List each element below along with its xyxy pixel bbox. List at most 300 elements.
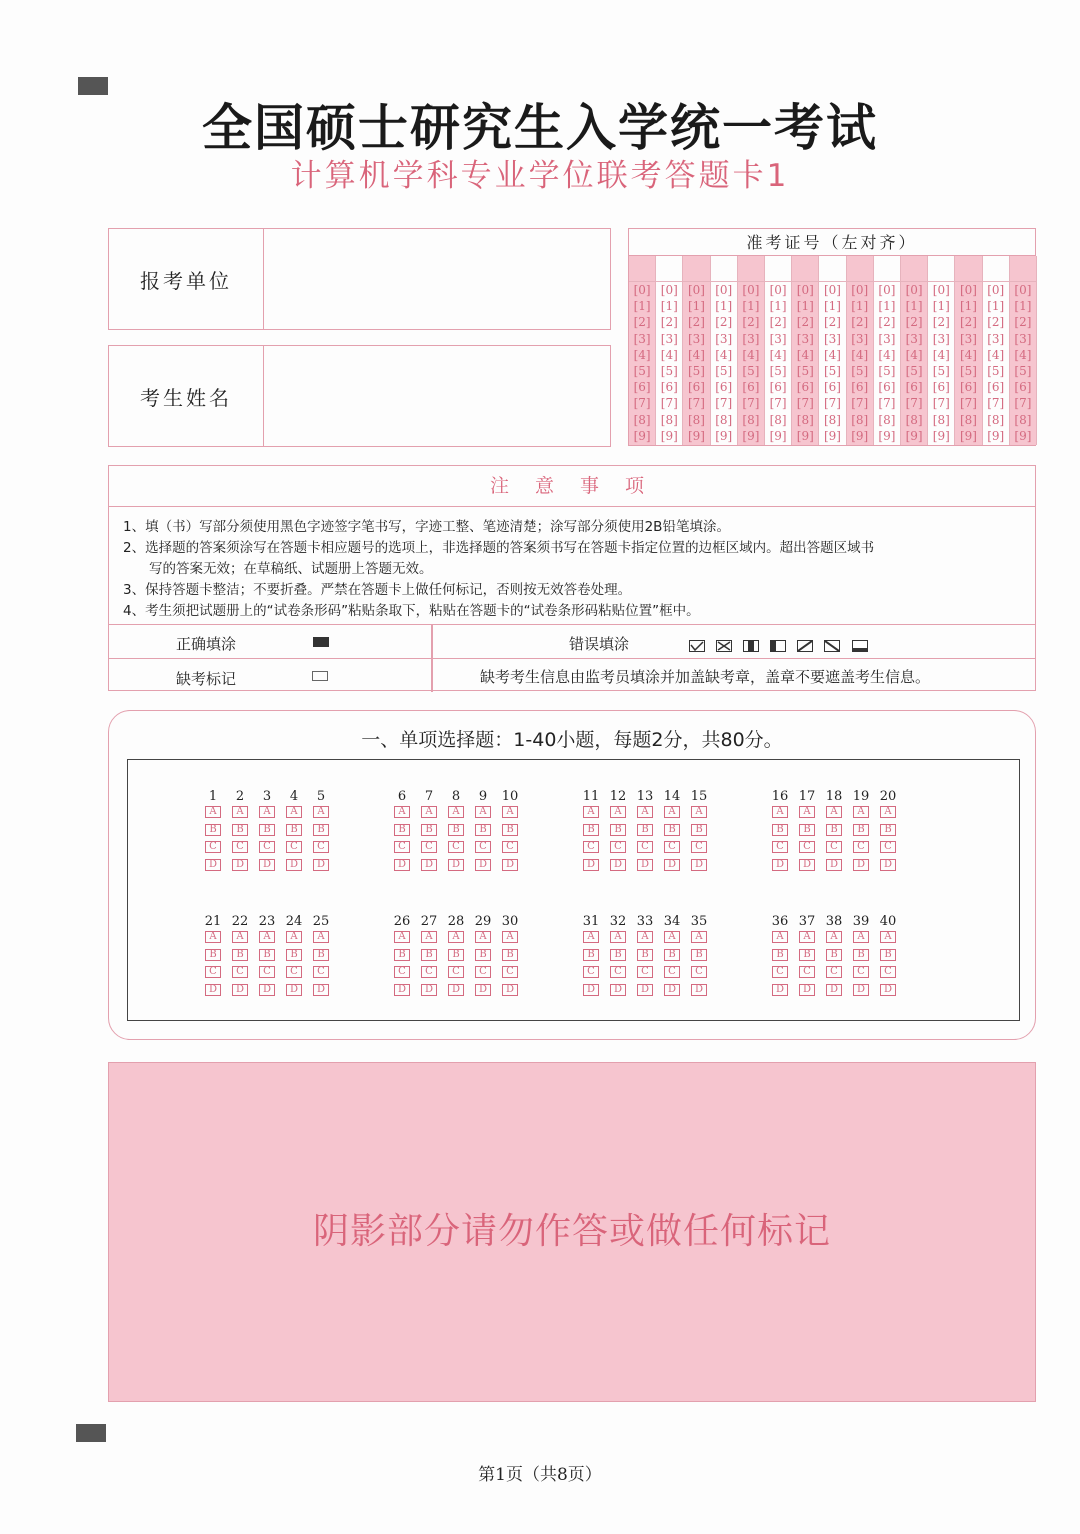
option-bubble-c[interactable]: C <box>421 841 437 853</box>
admission-digit-bubble[interactable]: [5] <box>932 363 950 378</box>
option-bubble-c[interactable]: C <box>826 966 842 978</box>
admission-digit-bubble[interactable]: [2] <box>823 315 841 330</box>
option-bubble-d[interactable]: D <box>799 859 815 871</box>
admission-digit-bubble[interactable]: [8] <box>823 412 841 427</box>
option-bubble-b[interactable]: B <box>853 824 869 836</box>
option-bubble-d[interactable]: D <box>286 859 302 871</box>
admission-digit-bubble[interactable]: [2] <box>687 315 705 330</box>
option-bubble-d[interactable]: D <box>637 984 653 996</box>
option-bubble-c[interactable]: C <box>880 966 896 978</box>
admission-digit-bubble[interactable]: [1] <box>878 299 896 314</box>
option-bubble-a[interactable]: A <box>610 931 626 943</box>
admission-digit-bubble[interactable]: [9] <box>715 428 733 443</box>
admission-digit-bubble[interactable]: [6] <box>823 380 841 395</box>
unit-field[interactable] <box>108 228 611 330</box>
admission-write-cell[interactable] <box>629 256 655 282</box>
admission-digit-bubble[interactable]: [7] <box>959 396 977 411</box>
option-bubble-d[interactable]: D <box>232 984 248 996</box>
option-bubble-b[interactable]: B <box>475 949 491 961</box>
option-bubble-a[interactable]: A <box>205 806 221 818</box>
option-bubble-d[interactable]: D <box>772 984 788 996</box>
admission-digit-bubble[interactable]: [8] <box>769 412 787 427</box>
admission-digit-bubble[interactable]: [5] <box>823 363 841 378</box>
admission-digit-bubble[interactable]: [3] <box>742 331 760 346</box>
admission-write-cell[interactable] <box>738 256 764 282</box>
admission-digit-bubble[interactable]: [9] <box>687 428 705 443</box>
admission-digit-bubble[interactable]: [6] <box>660 380 678 395</box>
option-bubble-b[interactable]: B <box>664 824 680 836</box>
admission-write-cell[interactable] <box>928 256 954 282</box>
admission-digit-bubble[interactable]: [4] <box>932 347 950 362</box>
option-bubble-a[interactable]: A <box>664 806 680 818</box>
admission-digit-bubble[interactable]: [0] <box>823 283 841 297</box>
option-bubble-c[interactable]: C <box>637 841 653 853</box>
option-bubble-b[interactable]: B <box>880 949 896 961</box>
option-bubble-c[interactable]: C <box>853 841 869 853</box>
option-bubble-d[interactable]: D <box>421 984 437 996</box>
option-bubble-d[interactable]: D <box>772 859 788 871</box>
option-bubble-d[interactable]: D <box>637 859 653 871</box>
admission-digit-bubble[interactable]: [4] <box>769 347 787 362</box>
option-bubble-c[interactable]: C <box>286 966 302 978</box>
admission-digit-bubble[interactable]: [7] <box>715 396 733 411</box>
option-bubble-d[interactable]: D <box>475 859 491 871</box>
option-bubble-c[interactable]: C <box>664 841 680 853</box>
option-bubble-a[interactable]: A <box>637 931 653 943</box>
option-bubble-a[interactable]: A <box>799 931 815 943</box>
admission-digit-bubble[interactable]: [1] <box>851 299 869 314</box>
admission-write-cell[interactable] <box>711 256 737 282</box>
option-bubble-b[interactable]: B <box>637 949 653 961</box>
admission-digit-bubble[interactable]: [9] <box>823 428 841 443</box>
admission-digit-bubble[interactable]: [0] <box>878 283 896 297</box>
admission-write-cell[interactable] <box>792 256 818 282</box>
admission-digit-bubble[interactable]: [3] <box>905 331 923 346</box>
option-bubble-d[interactable]: D <box>880 984 896 996</box>
option-bubble-c[interactable]: C <box>502 841 518 853</box>
admission-digit-bubble[interactable]: [5] <box>742 363 760 378</box>
admission-digit-bubble[interactable]: [9] <box>987 428 1005 443</box>
option-bubble-d[interactable]: D <box>205 984 221 996</box>
admission-digit-bubble[interactable]: [6] <box>769 380 787 395</box>
option-bubble-a[interactable]: A <box>313 931 329 943</box>
admission-digit-bubble[interactable]: [0] <box>796 283 814 297</box>
admission-digit-bubble[interactable]: [4] <box>796 347 814 362</box>
admission-digit-bubble[interactable]: [3] <box>1014 331 1032 346</box>
option-bubble-d[interactable]: D <box>583 984 599 996</box>
admission-digit-bubble[interactable]: [7] <box>987 396 1005 411</box>
admission-digit-bubble[interactable]: [4] <box>823 347 841 362</box>
admission-digit-bubble[interactable]: [1] <box>633 299 651 314</box>
admission-digit-bubble[interactable]: [5] <box>905 363 923 378</box>
option-bubble-c[interactable]: C <box>610 966 626 978</box>
option-bubble-b[interactable]: B <box>799 949 815 961</box>
option-bubble-c[interactable]: C <box>259 841 275 853</box>
option-bubble-d[interactable]: D <box>502 984 518 996</box>
option-bubble-c[interactable]: C <box>394 966 410 978</box>
option-bubble-b[interactable]: B <box>502 949 518 961</box>
option-bubble-d[interactable]: D <box>691 859 707 871</box>
option-bubble-b[interactable]: B <box>502 824 518 836</box>
option-bubble-d[interactable]: D <box>664 984 680 996</box>
option-bubble-b[interactable]: B <box>799 824 815 836</box>
admission-digit-bubble[interactable]: [9] <box>796 428 814 443</box>
admission-digit-bubble[interactable]: [1] <box>769 299 787 314</box>
admission-digit-bubble[interactable]: [9] <box>633 428 651 443</box>
option-bubble-b[interactable]: B <box>583 824 599 836</box>
option-bubble-c[interactable]: C <box>583 841 599 853</box>
admission-digit-bubble[interactable]: [0] <box>851 283 869 297</box>
admission-digit-bubble[interactable]: [1] <box>1014 299 1032 314</box>
option-bubble-a[interactable]: A <box>799 806 815 818</box>
option-bubble-c[interactable]: C <box>421 966 437 978</box>
option-bubble-d[interactable]: D <box>475 984 491 996</box>
option-bubble-a[interactable]: A <box>502 931 518 943</box>
admission-digit-bubble[interactable]: [9] <box>1014 428 1032 443</box>
admission-digit-bubble[interactable]: [8] <box>851 412 869 427</box>
option-bubble-c[interactable]: C <box>205 841 221 853</box>
option-bubble-a[interactable]: A <box>826 806 842 818</box>
option-bubble-a[interactable]: A <box>664 931 680 943</box>
admission-digit-bubble[interactable]: [6] <box>1014 380 1032 395</box>
admission-digit-bubble[interactable]: [7] <box>687 396 705 411</box>
admission-digit-bubble[interactable]: [8] <box>959 412 977 427</box>
option-bubble-c[interactable]: C <box>502 966 518 978</box>
admission-digit-bubble[interactable]: [7] <box>878 396 896 411</box>
option-bubble-a[interactable]: A <box>475 806 491 818</box>
admission-digit-bubble[interactable]: [2] <box>851 315 869 330</box>
admission-digit-bubble[interactable]: [8] <box>905 412 923 427</box>
option-bubble-d[interactable]: D <box>691 984 707 996</box>
option-bubble-d[interactable]: D <box>259 984 275 996</box>
option-bubble-c[interactable]: C <box>475 841 491 853</box>
admission-write-cell[interactable] <box>901 256 927 282</box>
option-bubble-a[interactable]: A <box>880 931 896 943</box>
admission-digit-bubble[interactable]: [9] <box>932 428 950 443</box>
admission-digit-bubble[interactable]: [2] <box>742 315 760 330</box>
admission-digit-bubble[interactable]: [7] <box>742 396 760 411</box>
option-bubble-b[interactable]: B <box>583 949 599 961</box>
admission-digit-bubble[interactable]: [9] <box>905 428 923 443</box>
option-bubble-b[interactable]: B <box>259 949 275 961</box>
admission-digit-bubble[interactable]: [8] <box>742 412 760 427</box>
option-bubble-c[interactable]: C <box>691 966 707 978</box>
option-bubble-d[interactable]: D <box>205 859 221 871</box>
admission-digit-bubble[interactable]: [6] <box>905 380 923 395</box>
admission-digit-bubble[interactable]: [4] <box>687 347 705 362</box>
option-bubble-a[interactable]: A <box>772 931 788 943</box>
admission-digit-bubble[interactable]: [0] <box>1014 283 1032 297</box>
option-bubble-d[interactable]: D <box>394 859 410 871</box>
option-bubble-b[interactable]: B <box>826 949 842 961</box>
admission-digit-bubble[interactable]: [4] <box>1014 347 1032 362</box>
option-bubble-a[interactable]: A <box>691 806 707 818</box>
option-bubble-a[interactable]: A <box>448 806 464 818</box>
admission-digit-bubble[interactable]: [8] <box>633 412 651 427</box>
admission-digit-bubble[interactable]: [9] <box>878 428 896 443</box>
admission-digit-bubble[interactable]: [1] <box>823 299 841 314</box>
option-bubble-c[interactable]: C <box>448 966 464 978</box>
admission-digit-bubble[interactable]: [2] <box>796 315 814 330</box>
option-bubble-c[interactable]: C <box>664 966 680 978</box>
option-bubble-c[interactable]: C <box>448 841 464 853</box>
option-bubble-c[interactable]: C <box>691 841 707 853</box>
option-bubble-c[interactable]: C <box>880 841 896 853</box>
admission-digit-bubble[interactable]: [0] <box>959 283 977 297</box>
admission-digit-bubble[interactable]: [9] <box>959 428 977 443</box>
option-bubble-a[interactable]: A <box>421 931 437 943</box>
admission-digit-bubble[interactable]: [8] <box>660 412 678 427</box>
option-bubble-c[interactable]: C <box>394 841 410 853</box>
admission-digit-bubble[interactable]: [1] <box>687 299 705 314</box>
option-bubble-a[interactable]: A <box>394 931 410 943</box>
option-bubble-d[interactable]: D <box>610 859 626 871</box>
option-bubble-c[interactable]: C <box>259 966 275 978</box>
option-bubble-a[interactable]: A <box>259 931 275 943</box>
admission-write-cell[interactable] <box>683 256 709 282</box>
admission-digit-bubble[interactable]: [3] <box>687 331 705 346</box>
admission-digit-bubble[interactable]: [3] <box>959 331 977 346</box>
name-field[interactable] <box>108 345 611 447</box>
admission-digit-bubble[interactable]: [0] <box>742 283 760 297</box>
option-bubble-a[interactable]: A <box>205 931 221 943</box>
admission-digit-bubble[interactable]: [2] <box>769 315 787 330</box>
option-bubble-b[interactable]: B <box>610 949 626 961</box>
option-bubble-a[interactable]: A <box>502 806 518 818</box>
admission-digit-bubble[interactable]: [3] <box>878 331 896 346</box>
admission-digit-bubble[interactable]: [2] <box>715 315 733 330</box>
admission-digit-bubble[interactable]: [1] <box>959 299 977 314</box>
option-bubble-c[interactable]: C <box>313 966 329 978</box>
admission-digit-bubble[interactable]: [7] <box>633 396 651 411</box>
admission-digit-bubble[interactable]: [2] <box>959 315 977 330</box>
admission-digit-bubble[interactable]: [3] <box>987 331 1005 346</box>
option-bubble-a[interactable]: A <box>475 931 491 943</box>
admission-digit-bubble[interactable]: [4] <box>878 347 896 362</box>
admission-digit-bubble[interactable]: [6] <box>796 380 814 395</box>
admission-digit-bubble[interactable]: [5] <box>633 363 651 378</box>
option-bubble-c[interactable]: C <box>205 966 221 978</box>
admission-digit-bubble[interactable]: [7] <box>932 396 950 411</box>
admission-digit-bubble[interactable]: [7] <box>905 396 923 411</box>
option-bubble-b[interactable]: B <box>853 949 869 961</box>
admission-digit-bubble[interactable]: [2] <box>932 315 950 330</box>
option-bubble-c[interactable]: C <box>583 966 599 978</box>
admission-digit-bubble[interactable]: [8] <box>687 412 705 427</box>
option-bubble-d[interactable]: D <box>826 984 842 996</box>
admission-digit-bubble[interactable]: [4] <box>959 347 977 362</box>
option-bubble-d[interactable]: D <box>853 984 869 996</box>
admission-digit-bubble[interactable]: [7] <box>1014 396 1032 411</box>
admission-digit-bubble[interactable]: [5] <box>660 363 678 378</box>
option-bubble-b[interactable]: B <box>313 949 329 961</box>
option-bubble-b[interactable]: B <box>637 824 653 836</box>
admission-digit-bubble[interactable]: [0] <box>905 283 923 297</box>
option-bubble-d[interactable]: D <box>502 859 518 871</box>
option-bubble-b[interactable]: B <box>421 949 437 961</box>
option-bubble-d[interactable]: D <box>313 984 329 996</box>
admission-digit-bubble[interactable]: [1] <box>742 299 760 314</box>
option-bubble-b[interactable]: B <box>448 949 464 961</box>
admission-digit-bubble[interactable]: [2] <box>905 315 923 330</box>
option-bubble-d[interactable]: D <box>394 984 410 996</box>
admission-digit-bubble[interactable]: [3] <box>633 331 651 346</box>
option-bubble-b[interactable]: B <box>421 824 437 836</box>
admission-digit-bubble[interactable]: [5] <box>851 363 869 378</box>
admission-digit-bubble[interactable]: [7] <box>851 396 869 411</box>
option-bubble-c[interactable]: C <box>475 966 491 978</box>
admission-digit-bubble[interactable]: [1] <box>715 299 733 314</box>
admission-write-cell[interactable] <box>983 256 1009 282</box>
admission-digit-bubble[interactable]: [0] <box>687 283 705 297</box>
option-bubble-a[interactable]: A <box>232 931 248 943</box>
admission-digit-bubble[interactable]: [6] <box>932 380 950 395</box>
admission-write-cell[interactable] <box>1010 256 1036 282</box>
admission-digit-bubble[interactable]: [1] <box>987 299 1005 314</box>
admission-digit-bubble[interactable]: [6] <box>715 380 733 395</box>
option-bubble-b[interactable]: B <box>259 824 275 836</box>
admission-digit-bubble[interactable]: [8] <box>987 412 1005 427</box>
option-bubble-a[interactable]: A <box>286 931 302 943</box>
option-bubble-d[interactable]: D <box>880 859 896 871</box>
option-bubble-d[interactable]: D <box>826 859 842 871</box>
admission-digit-bubble[interactable]: [9] <box>742 428 760 443</box>
option-bubble-b[interactable]: B <box>394 949 410 961</box>
option-bubble-b[interactable]: B <box>475 824 491 836</box>
option-bubble-d[interactable]: D <box>232 859 248 871</box>
option-bubble-a[interactable]: A <box>826 931 842 943</box>
admission-digit-bubble[interactable]: [6] <box>633 380 651 395</box>
option-bubble-b[interactable]: B <box>772 824 788 836</box>
admission-digit-bubble[interactable]: [7] <box>660 396 678 411</box>
admission-write-cell[interactable] <box>874 256 900 282</box>
option-bubble-c[interactable]: C <box>853 966 869 978</box>
option-bubble-a[interactable]: A <box>691 931 707 943</box>
admission-digit-bubble[interactable]: [0] <box>660 283 678 297</box>
admission-write-cell[interactable] <box>847 256 873 282</box>
admission-digit-bubble[interactable]: [9] <box>660 428 678 443</box>
admission-digit-bubble[interactable]: [4] <box>742 347 760 362</box>
admission-digit-bubble[interactable]: [5] <box>878 363 896 378</box>
option-bubble-c[interactable]: C <box>610 841 626 853</box>
admission-digit-bubble[interactable]: [7] <box>823 396 841 411</box>
option-bubble-b[interactable]: B <box>286 949 302 961</box>
admission-digit-bubble[interactable]: [5] <box>769 363 787 378</box>
option-bubble-d[interactable]: D <box>259 859 275 871</box>
admission-digit-bubble[interactable]: [0] <box>633 283 651 297</box>
option-bubble-d[interactable]: D <box>799 984 815 996</box>
absent-checkbox[interactable] <box>312 671 328 681</box>
admission-digit-bubble[interactable]: [4] <box>905 347 923 362</box>
option-bubble-b[interactable]: B <box>691 949 707 961</box>
admission-digit-bubble[interactable]: [5] <box>687 363 705 378</box>
option-bubble-b[interactable]: B <box>664 949 680 961</box>
admission-digit-bubble[interactable]: [6] <box>742 380 760 395</box>
admission-write-cell[interactable] <box>955 256 981 282</box>
option-bubble-b[interactable]: B <box>232 824 248 836</box>
admission-digit-bubble[interactable]: [4] <box>987 347 1005 362</box>
admission-digit-bubble[interactable]: [5] <box>959 363 977 378</box>
option-bubble-c[interactable]: C <box>772 841 788 853</box>
admission-write-cell[interactable] <box>819 256 845 282</box>
admission-write-cell[interactable] <box>656 256 682 282</box>
option-bubble-c[interactable]: C <box>313 841 329 853</box>
option-bubble-a[interactable]: A <box>853 931 869 943</box>
option-bubble-b[interactable]: B <box>394 824 410 836</box>
option-bubble-b[interactable]: B <box>691 824 707 836</box>
option-bubble-b[interactable]: B <box>286 824 302 836</box>
admission-digit-bubble[interactable]: [3] <box>769 331 787 346</box>
option-bubble-a[interactable]: A <box>583 806 599 818</box>
admission-digit-bubble[interactable]: [9] <box>851 428 869 443</box>
option-bubble-a[interactable]: A <box>853 806 869 818</box>
admission-digit-bubble[interactable]: [1] <box>905 299 923 314</box>
option-bubble-d[interactable]: D <box>421 859 437 871</box>
option-bubble-d[interactable]: D <box>853 859 869 871</box>
option-bubble-b[interactable]: B <box>826 824 842 836</box>
option-bubble-b[interactable]: B <box>772 949 788 961</box>
option-bubble-b[interactable]: B <box>205 949 221 961</box>
option-bubble-d[interactable]: D <box>583 859 599 871</box>
admission-digit-bubble[interactable]: [6] <box>959 380 977 395</box>
option-bubble-c[interactable]: C <box>286 841 302 853</box>
option-bubble-c[interactable]: C <box>799 966 815 978</box>
admission-digit-bubble[interactable]: [3] <box>932 331 950 346</box>
option-bubble-c[interactable]: C <box>232 966 248 978</box>
option-bubble-d[interactable]: D <box>448 984 464 996</box>
admission-digit-bubble[interactable]: [9] <box>769 428 787 443</box>
admission-digit-bubble[interactable]: [5] <box>1014 363 1032 378</box>
admission-digit-bubble[interactable]: [8] <box>1014 412 1032 427</box>
option-bubble-a[interactable]: A <box>583 931 599 943</box>
option-bubble-d[interactable]: D <box>610 984 626 996</box>
admission-digit-bubble[interactable]: [1] <box>796 299 814 314</box>
option-bubble-c[interactable]: C <box>232 841 248 853</box>
option-bubble-a[interactable]: A <box>259 806 275 818</box>
admission-digit-bubble[interactable]: [4] <box>633 347 651 362</box>
option-bubble-c[interactable]: C <box>799 841 815 853</box>
admission-digit-bubble[interactable]: [1] <box>660 299 678 314</box>
option-bubble-b[interactable]: B <box>232 949 248 961</box>
admission-digit-bubble[interactable]: [5] <box>796 363 814 378</box>
option-bubble-b[interactable]: B <box>448 824 464 836</box>
option-bubble-b[interactable]: B <box>205 824 221 836</box>
admission-digit-bubble[interactable]: [3] <box>851 331 869 346</box>
option-bubble-a[interactable]: A <box>232 806 248 818</box>
option-bubble-a[interactable]: A <box>610 806 626 818</box>
admission-digit-bubble[interactable]: [8] <box>796 412 814 427</box>
admission-digit-bubble[interactable]: [6] <box>851 380 869 395</box>
admission-digit-bubble[interactable]: [8] <box>715 412 733 427</box>
admission-digit-bubble[interactable]: [2] <box>987 315 1005 330</box>
option-bubble-b[interactable]: B <box>610 824 626 836</box>
option-bubble-b[interactable]: B <box>313 824 329 836</box>
admission-digit-bubble[interactable]: [1] <box>932 299 950 314</box>
admission-digit-bubble[interactable]: [5] <box>715 363 733 378</box>
admission-digit-bubble[interactable]: [0] <box>987 283 1005 297</box>
admission-digit-bubble[interactable]: [3] <box>796 331 814 346</box>
admission-digit-bubble[interactable]: [4] <box>851 347 869 362</box>
admission-digit-bubble[interactable]: [3] <box>660 331 678 346</box>
option-bubble-c[interactable]: C <box>772 966 788 978</box>
option-bubble-a[interactable]: A <box>880 806 896 818</box>
option-bubble-d[interactable]: D <box>664 859 680 871</box>
option-bubble-c[interactable]: C <box>826 841 842 853</box>
admission-digit-bubble[interactable]: [5] <box>987 363 1005 378</box>
option-bubble-b[interactable]: B <box>880 824 896 836</box>
admission-digit-bubble[interactable]: [4] <box>715 347 733 362</box>
admission-digit-bubble[interactable]: [6] <box>987 380 1005 395</box>
